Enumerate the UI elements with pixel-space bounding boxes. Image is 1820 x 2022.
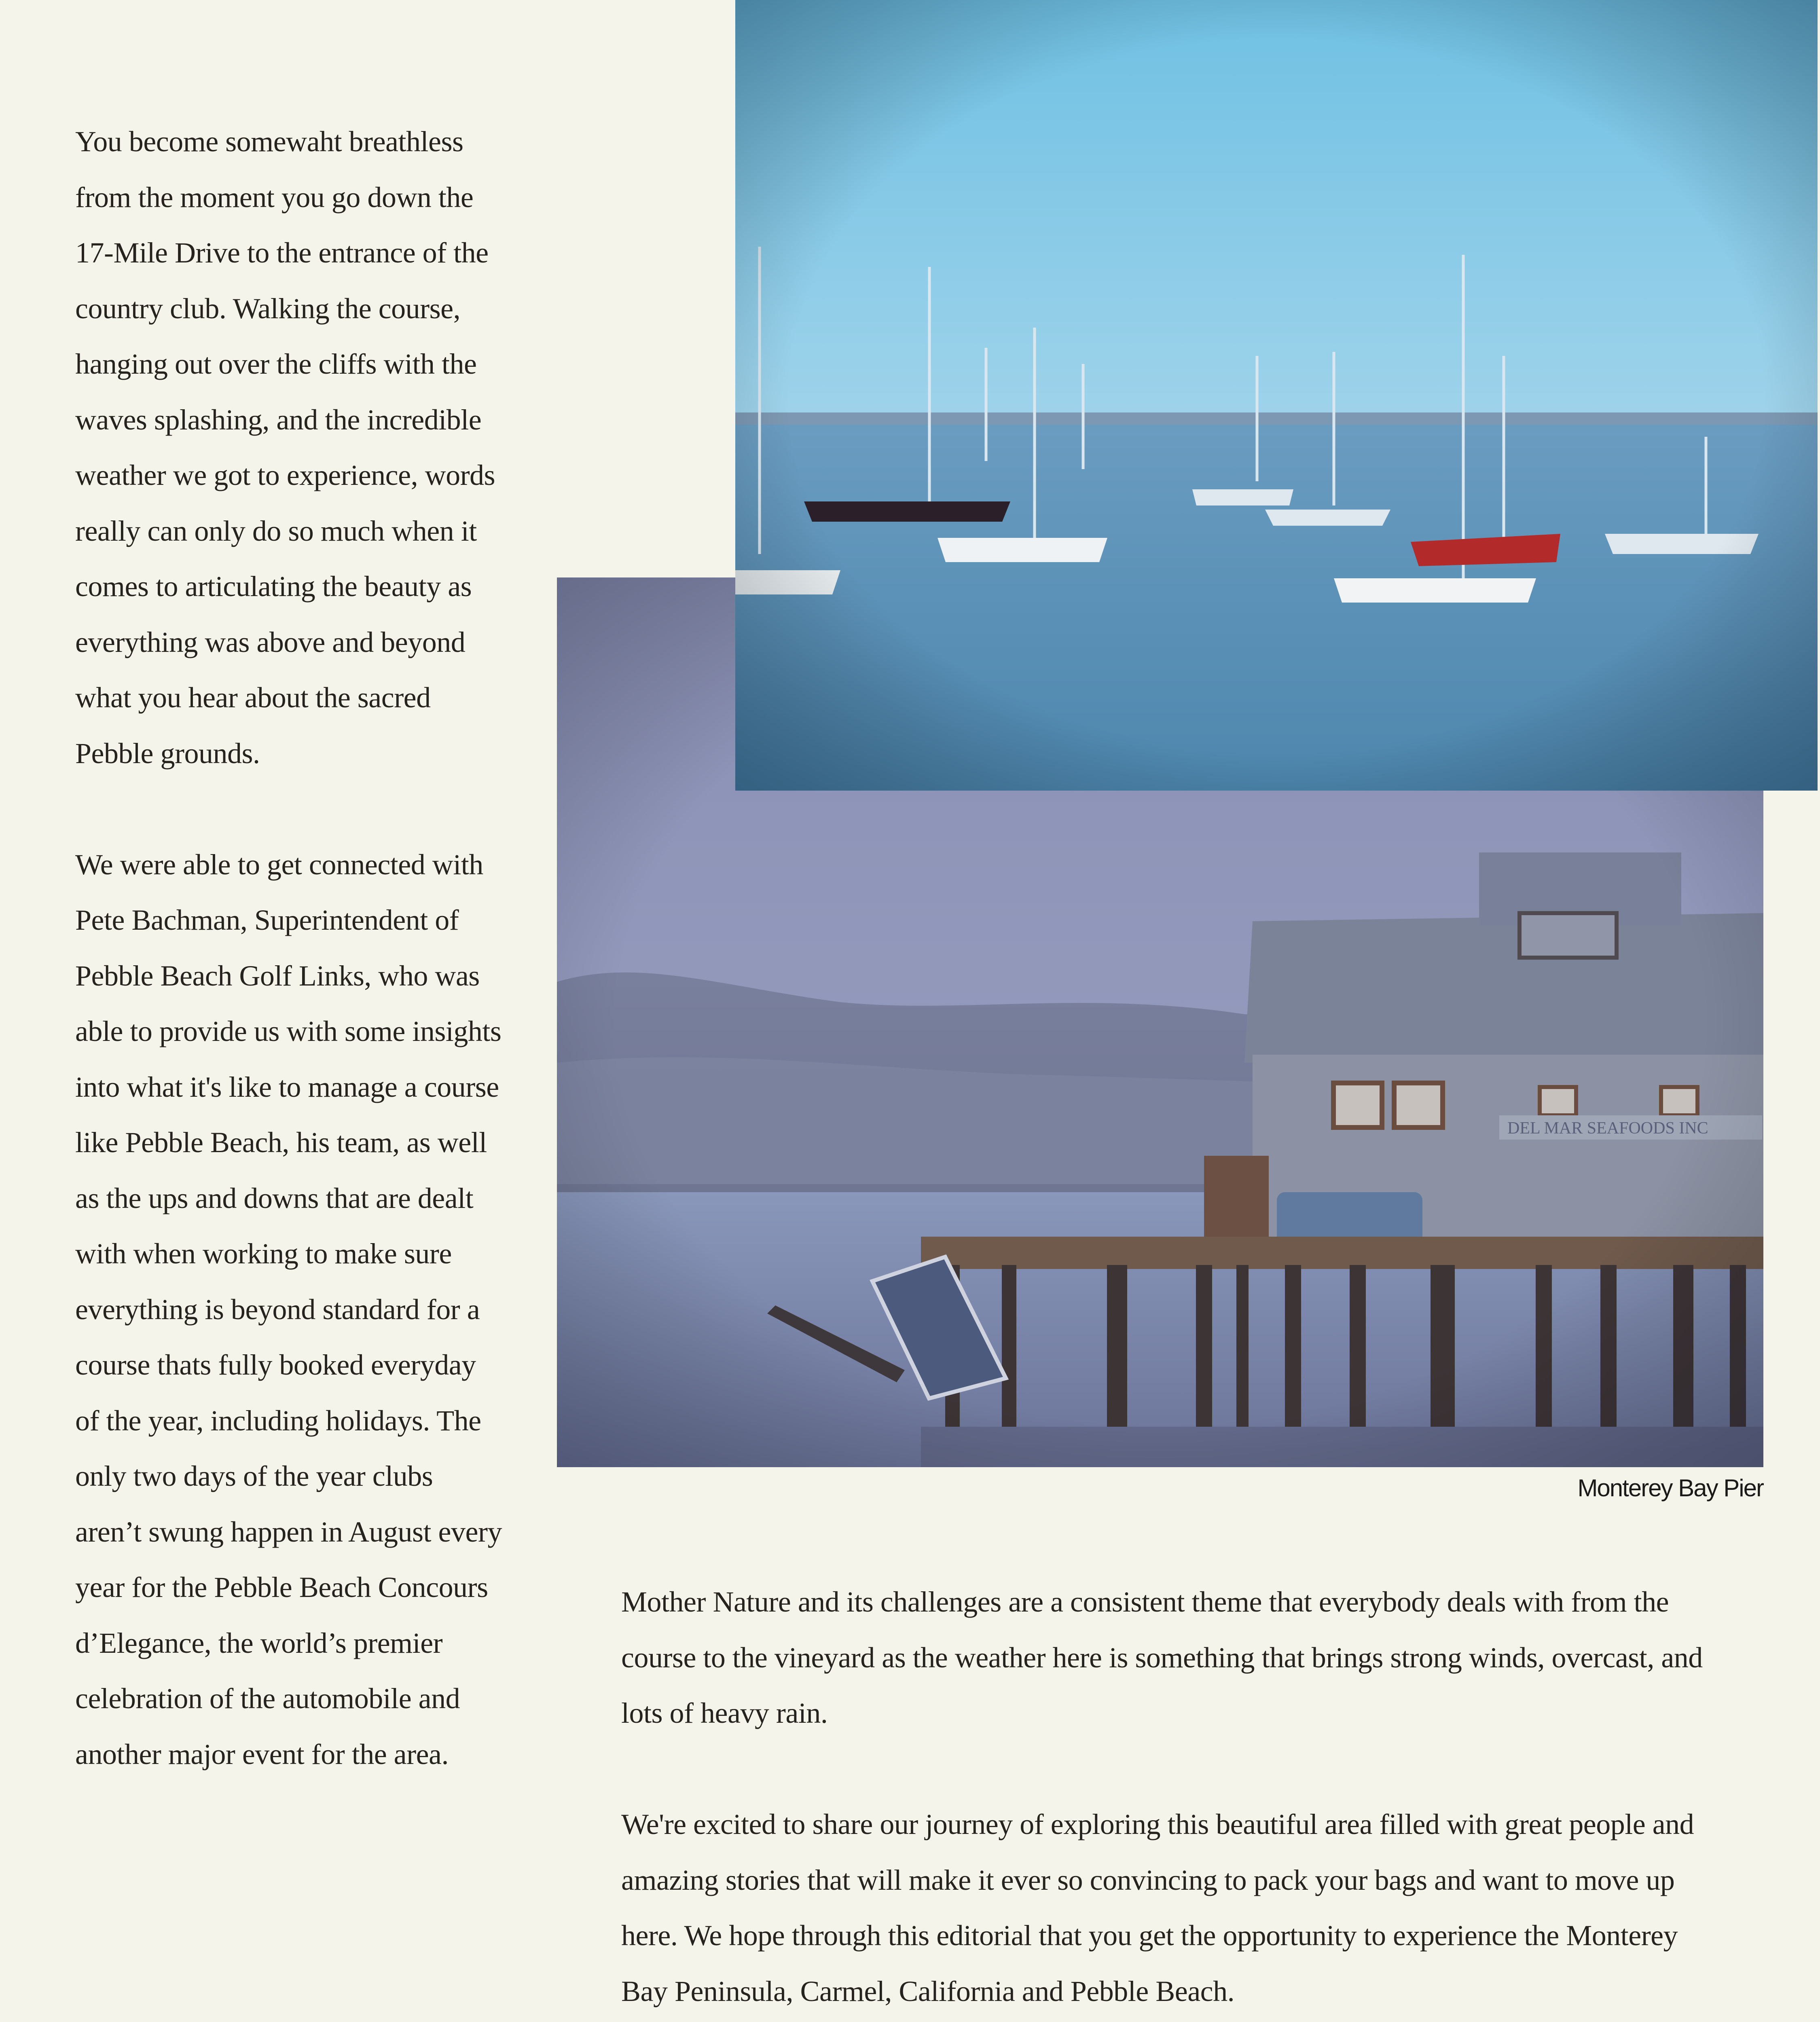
left-paragraph-2: We were able to get connected with Pete Bachman, Superintendent of Pebble Beach Golf Links, who was able to provide us with some insights into what it's like to manage a course like Pebble Beach, his team, as well as the ups and downs that are dealt with when working to make sure everything is beyond standard for a course thats fully booked everyday of the year, including holidays. The only two days of the year clubs aren’t swung happen in August every year for the Pebble Beach Concours d’Elegance, the world’s premier celebration of the automobile and another major event for the area. <box>75 848 502 1770</box>
harbor-photo <box>735 0 1818 791</box>
right-paragraph-1: Mother Nature and its challenges are a consistent theme that everybody deals with from the course to the vineyard as the weather here is something that brings strong winds, overcast, and lots of heavy rain. <box>621 1586 1703 1729</box>
photo-caption: Monterey Bay Pier <box>1577 1474 1763 1502</box>
left-column <box>75 114 504 1838</box>
left-paragraph-1: You become somewaht breathless from the moment you go down the 17-Mile Drive to the entrance of the country club. Walking the course, hanging out over the cliffs with the waves splashing, and the incredible weather we got to experience, words really can only do so much when it comes to articulating the beauty as everything was above and beyond what you hear about the sacred Pebble grounds. <box>75 125 495 770</box>
right-paragraph-2: We're excited to share our journey of exploring this beautiful area filled with great people and amazing stories that will make it ever so convincing to pack your bags and want to move up here. We hope through this editorial that you get the opportunity to experience the Monterey Bay Peninsula, Carmel, California and Pebble Beach. <box>621 1808 1694 2007</box>
right-column <box>621 1574 1725 2022</box>
